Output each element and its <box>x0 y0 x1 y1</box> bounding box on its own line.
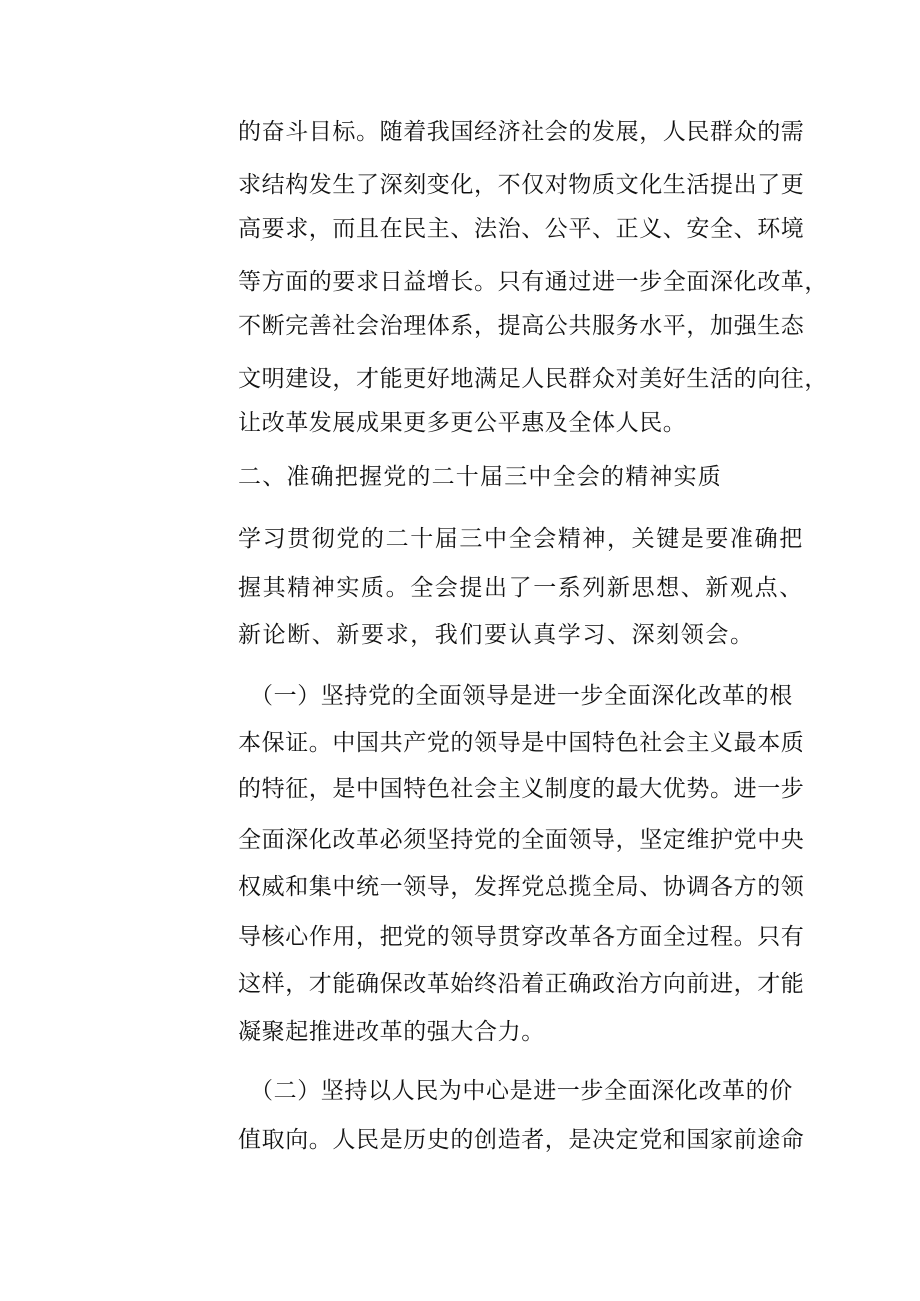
text-line: 不断完善社会治理体系，提高公共服务水平，加强生态 <box>238 313 805 339</box>
text-line: 文明建设，才能更好地满足人民群众对美好生活的向往， <box>238 366 828 392</box>
text-line: 凝聚起推进改革的强大合力。 <box>238 1019 545 1045</box>
text-line: 导核心作用，把党的领导贯穿改革各方面全过程。只有 <box>238 924 805 950</box>
text-line: 全面深化改革必须坚持党的全面领导，坚定维护党中央 <box>238 827 805 853</box>
text-line: 值取向。人民是历史的创造者，是决定党和国家前途命 <box>238 1127 805 1153</box>
text-line: 学习贯彻党的二十届三中全会精神，关键是要准确把 <box>238 526 804 552</box>
text-line: 的特征，是中国特色社会主义制度的最大优势。进一步 <box>238 776 805 802</box>
text-line: 这样，才能确保改革始终沿着正确政治方向前进，才能 <box>238 971 805 997</box>
text-line: 等方面的要求日益增长。只有通过进一步全面深化改革， <box>238 269 828 295</box>
text-line: 的奋斗目标。随着我国经济社会的发展，人民群众的需 <box>238 119 805 145</box>
text-line: 新论断、新要求，我们要认真学习、深刻领会。 <box>238 622 755 648</box>
subsection-heading: （一）坚持党的全面领导是进一步全面深化改革的根 <box>250 683 793 709</box>
text-line: 让改革发展成果更多更公平惠及全体人民。 <box>238 410 687 436</box>
text-line: 本保证。中国共产党的领导是中国特色社会主义最本质 <box>238 730 805 756</box>
text-line: 握其精神实质。全会提出了一系列新思想、新观点、 <box>238 575 804 601</box>
subsection-heading: （二）坚持以人民为中心是进一步全面深化改革的价 <box>250 1078 793 1104</box>
text-line: 高要求，而且在民主、法治、公平、正义、安全、环境 <box>238 216 805 242</box>
text-line: 权威和集中统一领导，发挥党总揽全局、协调各方的领 <box>238 874 805 900</box>
text-line: 求结构发生了深刻变化，不仅对物质文化生活提出了更 <box>238 172 805 198</box>
section-heading: 二、准确把握党的二十届三中全会的精神实质 <box>238 464 722 490</box>
